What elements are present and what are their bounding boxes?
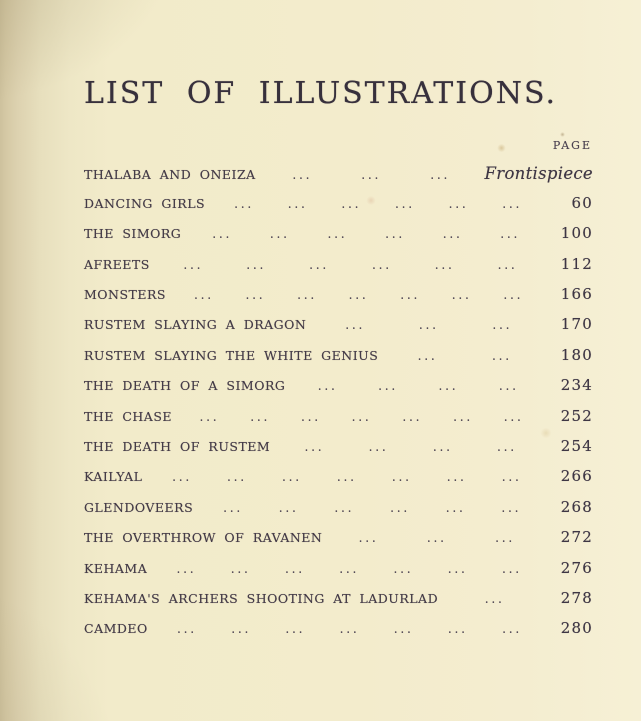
- entry-title: KEHAMA: [84, 560, 148, 576]
- dot-group: ...: [284, 562, 305, 576]
- dot-group: ...: [502, 197, 523, 211]
- dot-group: ...: [245, 289, 266, 303]
- entry-title: MONSTERS: [84, 287, 166, 303]
- entry-page: 278: [560, 588, 593, 607]
- entry-title: THE CHASE: [84, 408, 173, 424]
- list-item: [84, 400, 593, 430]
- dot-group: ...: [438, 380, 459, 394]
- dot-group: ...: [226, 471, 247, 485]
- entry-title: DANCING GIRLS: [84, 195, 206, 211]
- dot-leader: [181, 228, 549, 241]
- dot-group: ...: [501, 562, 522, 576]
- entry-page: 100: [560, 224, 593, 243]
- list-item: [84, 522, 593, 552]
- dot-group: ...: [176, 562, 197, 576]
- dot-group: ...: [176, 623, 197, 637]
- dot-group: ...: [327, 228, 348, 242]
- dot-group: ...: [351, 410, 372, 424]
- dot-group: ...: [434, 258, 455, 272]
- list-item: [84, 218, 593, 248]
- entry-page: 268: [560, 497, 593, 516]
- entry-page: Frontispiece: [484, 163, 593, 183]
- dot-group: ...: [212, 228, 233, 242]
- dot-group: ...: [250, 410, 271, 424]
- dot-group: ...: [393, 562, 414, 576]
- dot-group: ...: [492, 319, 513, 333]
- dot-group: ...: [223, 501, 243, 515]
- dot-leader: [256, 169, 485, 182]
- dot-group: ...: [281, 471, 302, 485]
- entry-page: 276: [560, 558, 593, 577]
- dot-group: ...: [296, 289, 317, 303]
- entry-title: CAMDEO: [84, 621, 148, 637]
- dot-group: ...: [348, 289, 369, 303]
- dot-group: ...: [501, 501, 522, 515]
- dot-group: ...: [402, 410, 423, 424]
- entry-page: 180: [560, 345, 593, 364]
- dot-group: ...: [491, 349, 512, 363]
- list-item: [84, 309, 593, 339]
- dot-leader: [148, 623, 549, 636]
- entry-title: THE SIMORG: [84, 226, 182, 242]
- page-title: LIST OF ILLUSTRATIONS.: [83, 76, 558, 111]
- entry-page: 266: [560, 467, 593, 486]
- dot-group: ...: [501, 623, 522, 637]
- dot-group: ...: [432, 441, 453, 455]
- dot-group: ...: [345, 319, 366, 333]
- dot-group: ...: [304, 441, 325, 455]
- dot-group: ...: [278, 501, 299, 515]
- dot-group: ...: [230, 562, 251, 576]
- entry-title: THE DEATH OF A SIMORG: [84, 378, 286, 394]
- list-item: [84, 279, 593, 309]
- list-item: [84, 431, 593, 461]
- dot-group: ...: [389, 501, 410, 515]
- dot-group: ...: [446, 471, 467, 485]
- entry-page: 112: [560, 254, 593, 273]
- dot-group: ...: [503, 289, 524, 303]
- dot-group: ...: [339, 623, 360, 637]
- dot-group: ...: [451, 289, 472, 303]
- dot-group: ...: [378, 380, 398, 394]
- dot-group: ...: [400, 289, 420, 303]
- dot-group: ...: [269, 228, 290, 242]
- dot-group: ...: [287, 197, 308, 211]
- dot-leader: [147, 563, 549, 576]
- list-item: [84, 613, 593, 643]
- entry-title: RUSTEM SLAYING THE WHITE GENIUS: [84, 347, 379, 363]
- dot-group: ...: [394, 197, 415, 211]
- dot-group: ...: [292, 168, 313, 182]
- entry-page: 252: [560, 406, 593, 425]
- dot-group: ...: [445, 501, 466, 515]
- entry-page: 272: [560, 528, 593, 547]
- dot-group: ...: [233, 197, 254, 211]
- entry-page: 254: [560, 437, 593, 456]
- dot-group: ...: [496, 441, 517, 455]
- entry-page: 60: [571, 193, 593, 212]
- list-item: [84, 552, 593, 582]
- dot-leader: [150, 259, 549, 272]
- dot-group: ...: [452, 410, 473, 424]
- dot-leader: [172, 411, 549, 424]
- dot-group: ...: [358, 532, 379, 546]
- dot-group: ...: [484, 592, 505, 606]
- dot-group: ...: [500, 228, 521, 242]
- dot-leader: [285, 380, 549, 393]
- dot-group: ...: [447, 623, 468, 637]
- dot-group: ...: [231, 623, 251, 637]
- entry-page: 234: [560, 376, 593, 395]
- dot-group: ...: [442, 228, 463, 242]
- dot-leader: [306, 319, 549, 332]
- list-item: [84, 157, 593, 187]
- list-item: [84, 582, 593, 612]
- entry-page: 166: [560, 285, 593, 304]
- entry-title: KAILYAL: [84, 469, 143, 485]
- dot-leader: [378, 350, 549, 363]
- entry-page: 280: [560, 619, 593, 638]
- dot-leader: [166, 289, 549, 302]
- dot-group: ...: [246, 258, 266, 272]
- dot-group: ...: [426, 532, 447, 546]
- dot-group: ...: [199, 410, 220, 424]
- dot-group: ...: [430, 168, 450, 182]
- dot-leader: [322, 532, 549, 545]
- dot-group: ...: [497, 258, 518, 272]
- entry-page: 170: [560, 315, 593, 334]
- dot-group: ...: [447, 562, 468, 576]
- dot-leader: [205, 198, 549, 211]
- dot-group: ...: [448, 197, 469, 211]
- dot-group: ...: [498, 380, 519, 394]
- dot-group: ...: [339, 562, 360, 576]
- list-item: [84, 370, 593, 400]
- dot-leader: [193, 502, 549, 515]
- dot-group: ...: [393, 623, 414, 637]
- list-item: [84, 491, 593, 521]
- entry-title: KEHAMA'S ARCHERS SHOOTING AT LADURLAD: [84, 590, 439, 606]
- dot-leader: [142, 471, 549, 484]
- list-item: [84, 339, 593, 369]
- dot-group: ...: [368, 441, 389, 455]
- entry-title: RUSTEM SLAYING A DRAGON: [84, 317, 307, 333]
- dot-group: ...: [501, 471, 522, 485]
- dot-group: ...: [317, 380, 338, 394]
- dot-group: ...: [300, 410, 321, 424]
- dot-leader: [270, 441, 549, 454]
- dot-group: ...: [503, 410, 524, 424]
- dot-group: ...: [193, 289, 214, 303]
- entry-title: THE OVERTHROW OF RAVANEN: [84, 530, 323, 546]
- illustration-list: [84, 157, 593, 643]
- entry-title: GLENDOVEERS: [84, 499, 194, 515]
- dot-group: ...: [285, 623, 306, 637]
- dot-group: ...: [341, 197, 362, 211]
- entry-title: THE DEATH OF RUSTEM: [84, 439, 271, 455]
- dot-group: ...: [417, 349, 438, 363]
- dot-group: ...: [334, 501, 355, 515]
- dot-leader: [438, 593, 549, 606]
- dot-group: ...: [183, 258, 204, 272]
- list-item: [84, 187, 593, 217]
- paper-stain: [497, 144, 506, 152]
- dot-group: ...: [418, 319, 439, 333]
- entry-title: AFREETS: [84, 256, 150, 272]
- dot-group: ...: [336, 471, 357, 485]
- dot-group: ...: [361, 168, 382, 182]
- dot-group: ...: [171, 471, 192, 485]
- list-item: [84, 248, 593, 278]
- list-item: [84, 461, 593, 491]
- dot-group: ...: [371, 258, 392, 272]
- paper-stain: [560, 132, 565, 137]
- entry-title: THALABA AND ONEIZA: [84, 166, 256, 182]
- dot-group: ...: [494, 532, 515, 546]
- dot-group: ...: [384, 228, 405, 242]
- dot-group: ...: [391, 471, 412, 485]
- page-column-header: PAGE: [552, 139, 592, 152]
- dot-group: ...: [308, 258, 329, 272]
